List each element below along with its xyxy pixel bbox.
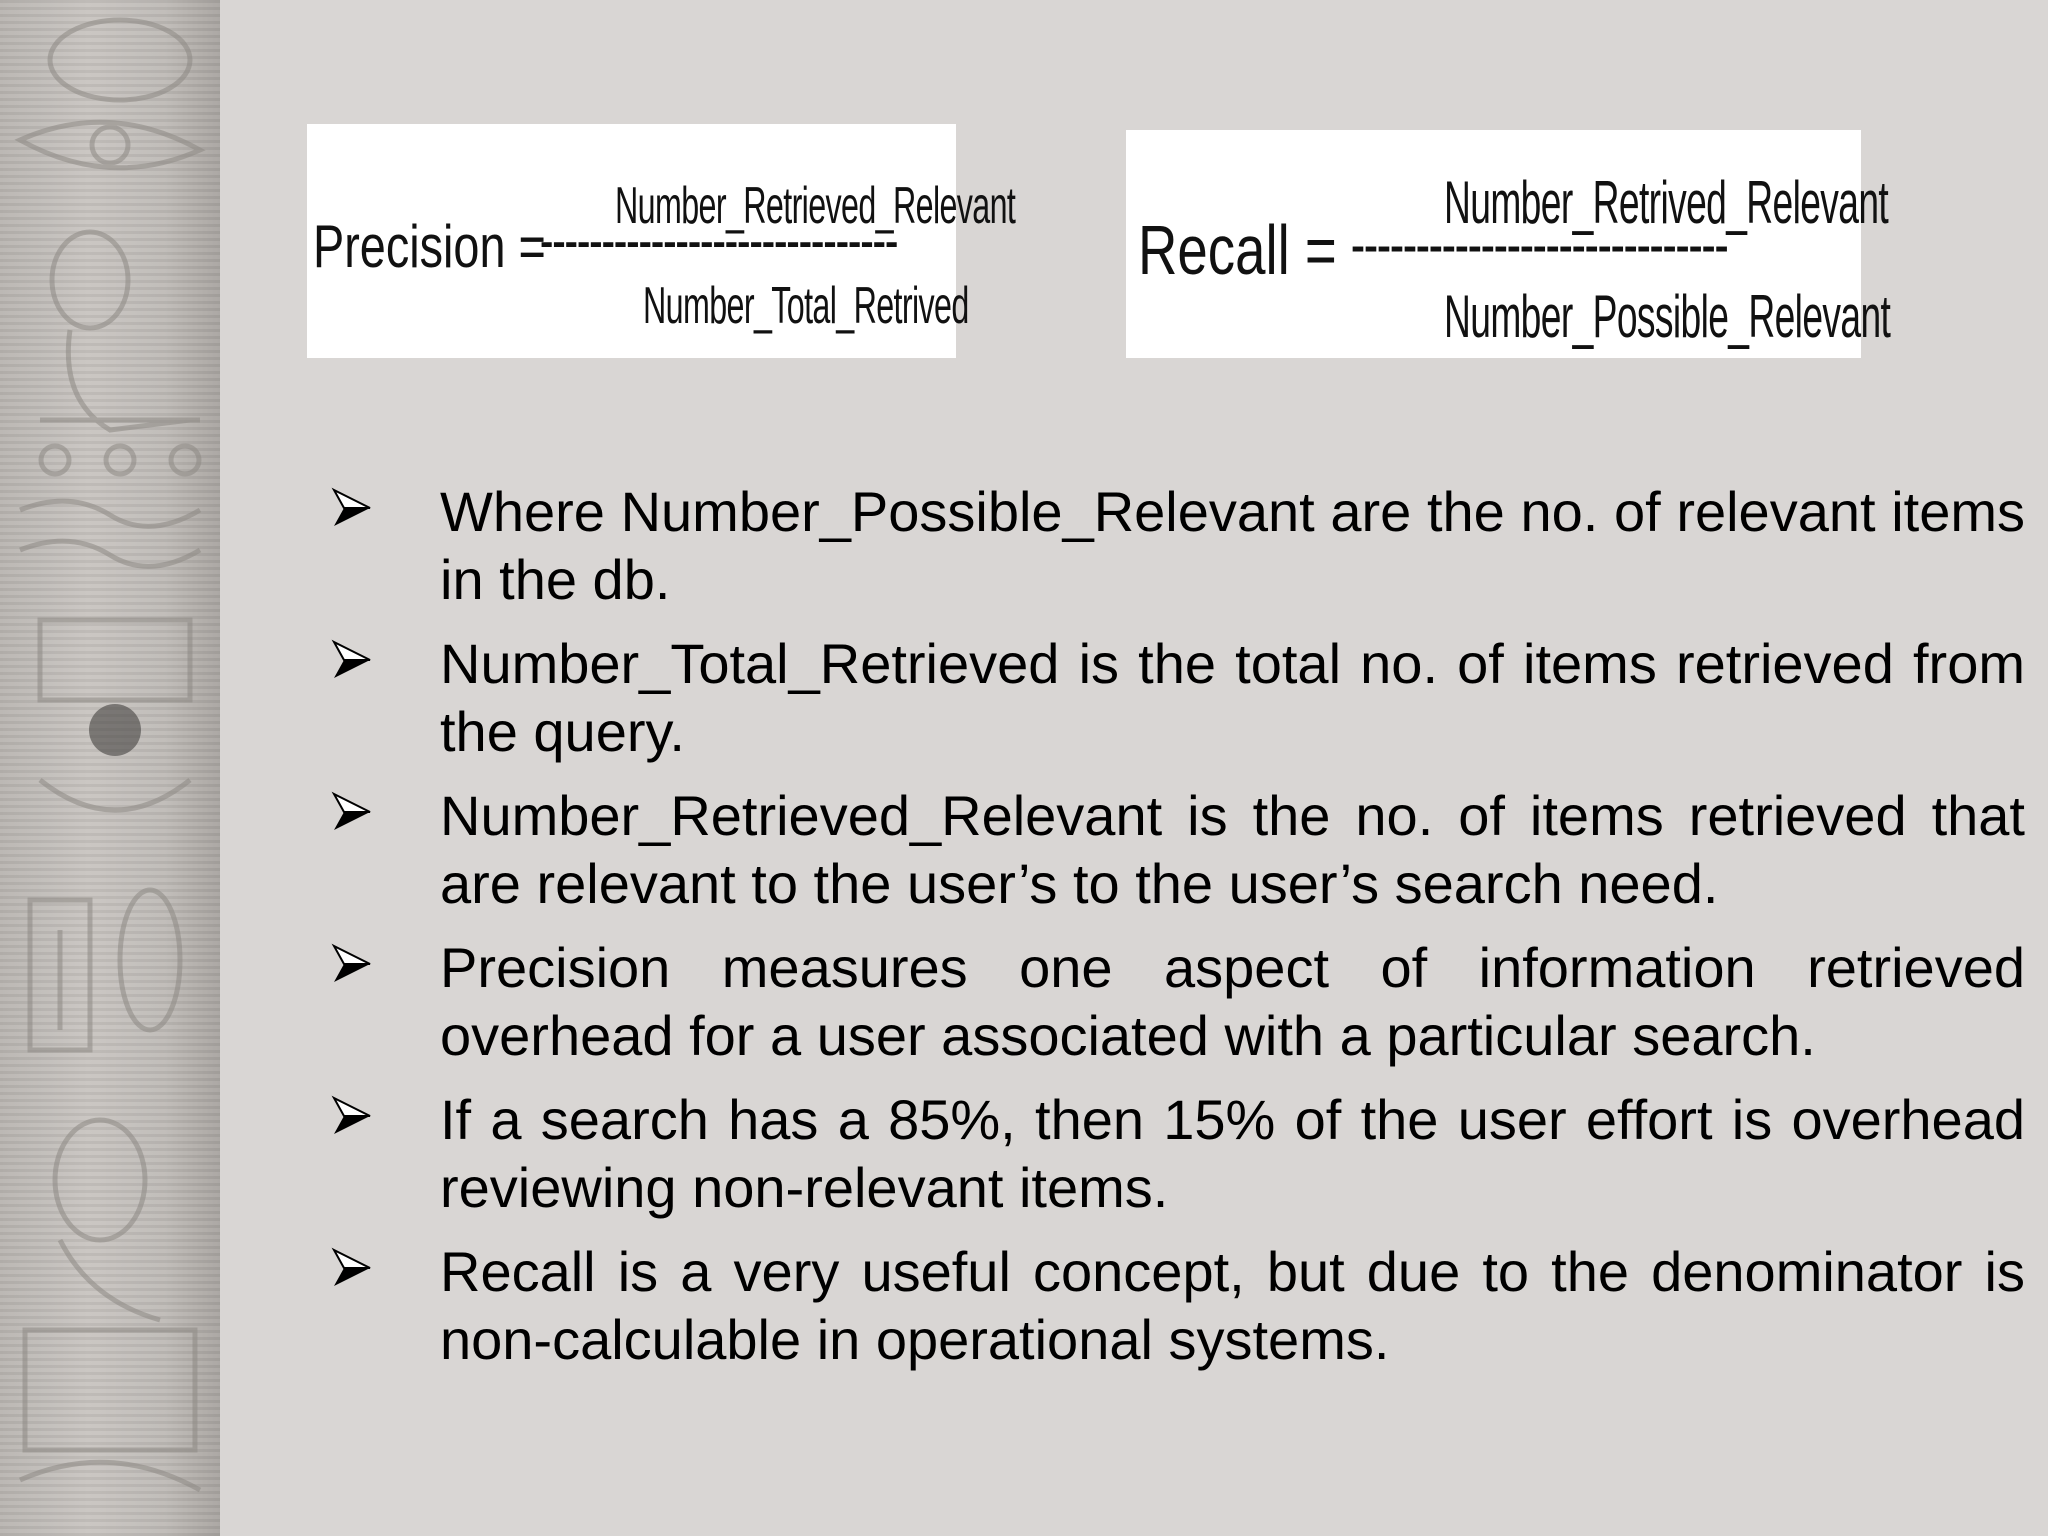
list-item xyxy=(330,1238,2025,1374)
bullet-text: Number_Retrieved_Relevant is the no. of items retrieved that are relevant to the user’s to the user’s search need. xyxy=(440,784,2025,915)
arrowhead-bullet-icon xyxy=(330,486,374,530)
recall-numerator: Number_Retrived_Relevant xyxy=(1444,169,1889,236)
list-item xyxy=(330,478,2025,614)
hieroglyph-decoration xyxy=(0,0,220,1536)
recall-denominator: Number_Possible_Relevant xyxy=(1444,283,1891,350)
recall-label: Recall = xyxy=(1138,211,1337,289)
precision-label: Precision = xyxy=(313,213,546,280)
recall-formula xyxy=(1126,130,1891,358)
precision-numerator: Number_Retrieved_Relevant xyxy=(615,177,1016,235)
bullet-text: Where Number_Possible_Relevant are the no. of relevant items in the db. xyxy=(440,480,2025,611)
precision-denominator: Number_Total_Retrived xyxy=(643,277,969,335)
arrowhead-bullet-icon xyxy=(330,942,374,986)
bullet-text: Recall is a very useful concept, but due to the denominator is non-calculable in operational systems. xyxy=(440,1240,2025,1371)
bullet-text: If a search has a 85%, then 15% of the user effort is overhead reviewing non-relevant items. xyxy=(440,1088,2025,1219)
list-item xyxy=(330,934,2025,1070)
arrowhead-bullet-icon xyxy=(330,638,374,682)
arrowhead-bullet-icon xyxy=(330,1246,374,1290)
list-item xyxy=(330,782,2025,918)
recall-fraction-bar: ----------------------------- xyxy=(1351,222,1728,269)
arrowhead-bullet-icon xyxy=(330,1094,374,1138)
arrowhead-bullet-icon xyxy=(330,790,374,834)
hieroglyph-pattern xyxy=(0,0,220,1536)
bullet-list xyxy=(330,478,2025,1390)
bullet-text: Precision measures one aspect of information retrieved overhead for a user associated with a particular search. xyxy=(440,936,2025,1067)
precision-formula xyxy=(307,124,1016,358)
list-item xyxy=(330,630,2025,766)
bullet-text: Number_Total_Retrieved is the total no. of items retrieved from the query. xyxy=(440,632,2025,763)
precision-fraction-bar: ----------------------------- xyxy=(540,220,898,264)
list-item xyxy=(330,1086,2025,1222)
